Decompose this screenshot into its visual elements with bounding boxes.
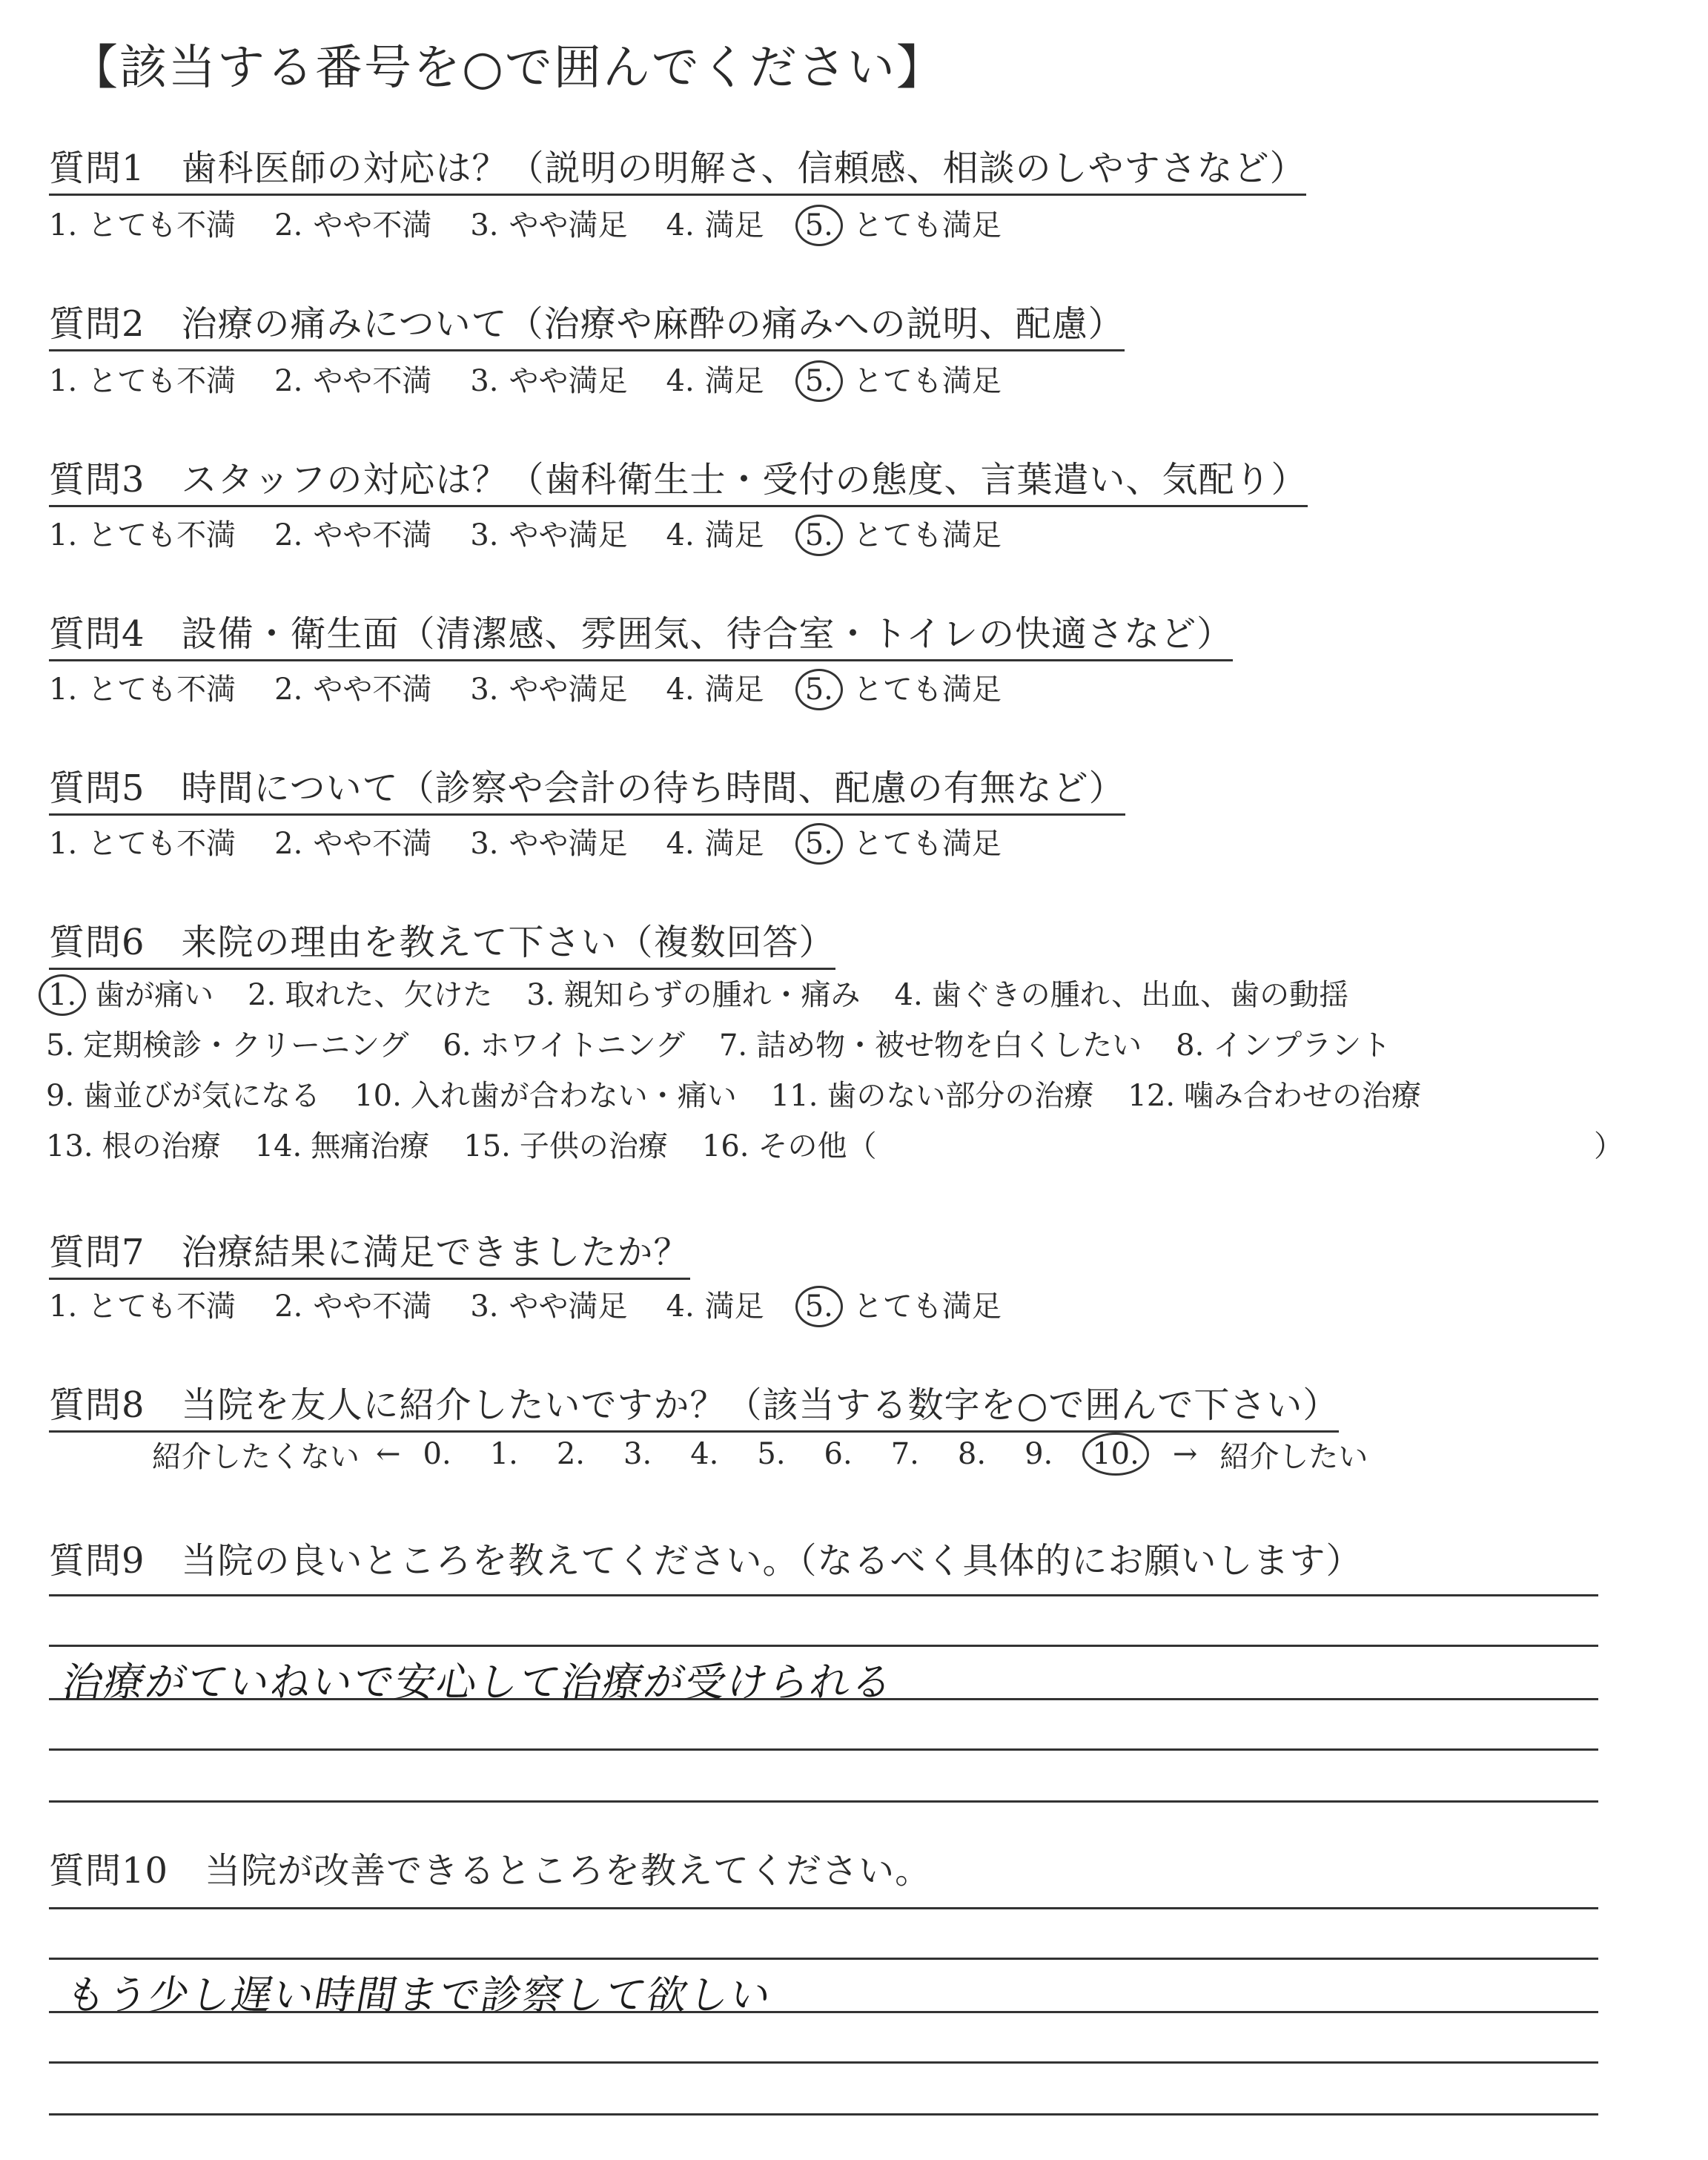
referral-score-8[interactable]: 8.: [957, 1437, 987, 1471]
referral-score-7[interactable]: 7.: [890, 1437, 919, 1471]
q1-option-4[interactable]: 4. 満足: [666, 208, 764, 242]
q7-option-1[interactable]: 1. とても不満: [49, 1289, 236, 1324]
question-2-options: [49, 357, 1040, 402]
reason-other-close: ）: [1594, 1129, 1623, 1163]
answer-line: [49, 2113, 1598, 2116]
q7-option-4[interactable]: 4. 満足: [666, 1289, 764, 1324]
q2-option-2[interactable]: 2. やや不満: [274, 364, 432, 398]
question-1-options: [49, 202, 1040, 246]
q1-option-3[interactable]: 3. やや満足: [470, 208, 628, 242]
answer-line: [49, 1645, 1598, 1647]
q7-option-3[interactable]: 3. やや満足: [470, 1289, 628, 1324]
left-arrow-icon: ←: [376, 1437, 401, 1471]
reason-option-15[interactable]: 15. 子供の治療: [463, 1129, 668, 1163]
q5-option-3[interactable]: 3. やや満足: [470, 827, 628, 861]
referral-left-label: 紹介したくない: [152, 1439, 360, 1474]
question-9-title: 質問9 当院の良いところを教えてください。（なるべく具体的にお願いします）: [49, 1540, 1363, 1582]
answer-line: [49, 1907, 1598, 1909]
referral-score-6[interactable]: 6.: [824, 1437, 853, 1471]
reason-option-9[interactable]: 9. 歯並びが気になる: [46, 1079, 321, 1113]
question-9-answer[interactable]: 治療がていねいで安心して治療が受けられる: [59, 1659, 898, 1705]
reason-option-14[interactable]: 14. 無痛治療: [254, 1129, 430, 1163]
q3-option-2[interactable]: 2. やや不満: [274, 518, 432, 552]
answer-line: [49, 1748, 1598, 1751]
referral-scale: [152, 1433, 1384, 1476]
referral-score-10-selected[interactable]: 10.: [1082, 1433, 1149, 1476]
referral-score-1[interactable]: 1.: [489, 1437, 518, 1471]
reason-option-16[interactable]: 16. その他（: [701, 1129, 877, 1163]
referral-score-5[interactable]: 5.: [757, 1437, 786, 1471]
answer-line: [49, 1594, 1598, 1596]
q3-option-3[interactable]: 3. やや満足: [470, 518, 628, 552]
question-10-answer[interactable]: もう少し遅い時間まで診察して欲しい: [62, 1972, 776, 2018]
q1-option-2[interactable]: 2. やや不満: [274, 208, 432, 242]
q2-option-4[interactable]: 4. 満足: [666, 364, 764, 398]
reason-option-1-selected[interactable]: 1. 歯が痛い: [46, 971, 214, 1016]
reasons-row-3: [46, 1072, 1455, 1114]
referral-right-label: 紹介したい: [1219, 1439, 1368, 1474]
reasons-row-2: [46, 1022, 1425, 1064]
q7-option-5-selected[interactable]: 5. とても満足: [803, 1283, 1002, 1327]
q3-option-5-selected[interactable]: 5. とても満足: [803, 512, 1002, 556]
reason-option-6[interactable]: 6. ホワイトニング: [443, 1028, 685, 1063]
reason-option-3[interactable]: 3. 親知らずの腫れ・痛み: [526, 978, 861, 1012]
q5-option-5-selected[interactable]: 5. とても満足: [803, 820, 1002, 865]
question-5-options: [49, 820, 1040, 865]
q5-option-1[interactable]: 1. とても不満: [49, 827, 236, 861]
question-10-title: 質問10 当院が改善できるところを教えてください。: [49, 1850, 932, 1892]
answer-line: [49, 1800, 1598, 1803]
question-1-title: 質問1 歯科医師の対応は？（説明の明解さ、信頼感、相談のしやすさなど）: [49, 139, 1306, 196]
question-5-title: 質問5 時間について（診察や会計の待ち時間、配慮の有無など）: [49, 759, 1125, 816]
question-8-title: 質問8 当院を友人に紹介したいですか？（該当する数字を○で囲んで下さい）: [49, 1376, 1339, 1433]
q5-option-4[interactable]: 4. 満足: [666, 827, 764, 861]
reason-option-11[interactable]: 11. 歯のない部分の治療: [770, 1079, 1094, 1113]
reason-option-8[interactable]: 8. インプラント: [1176, 1028, 1391, 1063]
q2-option-3[interactable]: 3. やや満足: [470, 364, 628, 398]
referral-score-0[interactable]: 0.: [423, 1437, 451, 1471]
answer-line: [49, 2061, 1598, 2064]
q1-option-1[interactable]: 1. とても不満: [49, 208, 236, 242]
q7-option-2[interactable]: 2. やや不満: [274, 1289, 432, 1324]
right-arrow-icon: →: [1172, 1437, 1198, 1471]
reason-option-12[interactable]: 12. 噛み合わせの治療: [1128, 1079, 1422, 1113]
referral-score-4[interactable]: 4.: [690, 1437, 719, 1471]
q4-option-1[interactable]: 1. とても不満: [49, 673, 236, 707]
answer-line: [49, 1958, 1598, 1960]
q4-option-4[interactable]: 4. 満足: [666, 673, 764, 707]
q3-option-1[interactable]: 1. とても不満: [49, 518, 236, 552]
q5-option-2[interactable]: 2. やや不満: [274, 827, 432, 861]
reason-option-7[interactable]: 7. 詰め物・被せ物を白くしたい: [718, 1028, 1142, 1063]
q2-option-5-selected[interactable]: 5. とても満足: [803, 357, 1002, 402]
reason-option-5[interactable]: 5. 定期検診・クリーニング: [46, 1028, 409, 1063]
referral-score-3[interactable]: 3.: [623, 1437, 652, 1471]
reason-option-2[interactable]: 2. 取れた、欠けた: [248, 978, 493, 1012]
q3-option-4[interactable]: 4. 満足: [666, 518, 764, 552]
referral-score-9[interactable]: 9.: [1025, 1437, 1053, 1471]
reason-option-4[interactable]: 4. 歯ぐきの腫れ、出血、歯の動揺: [894, 978, 1349, 1012]
question-4-title: 質問4 設備・衛生面（清潔感、雰囲気、待合室・トイレの快適さなど）: [49, 605, 1233, 661]
reason-option-13[interactable]: 13. 根の治療: [46, 1129, 221, 1163]
reasons-row-1: [46, 971, 1383, 1016]
question-6-title: 質問6 来院の理由を教えて下さい（複数回答）: [49, 914, 835, 970]
reasons-row-4: [46, 1123, 911, 1165]
q4-option-5-selected[interactable]: 5. とても満足: [803, 666, 1002, 710]
reason-option-10[interactable]: 10. 入れ歯が合わない・痛い: [354, 1079, 737, 1113]
q1-option-5-selected[interactable]: 5. とても満足: [803, 202, 1002, 246]
question-7-options: [49, 1283, 1040, 1327]
question-3-options: [49, 512, 1040, 556]
question-3-title: 質問3 スタッフの対応は？（歯科衛生士・受付の態度、言葉遣い、気配り）: [49, 451, 1308, 507]
q4-option-3[interactable]: 3. やや満足: [470, 673, 628, 707]
q2-option-1[interactable]: 1. とても不満: [49, 364, 236, 398]
q4-option-2[interactable]: 2. やや不満: [274, 673, 432, 707]
referral-score-2[interactable]: 2.: [556, 1437, 586, 1471]
question-7-title: 質問7 治療結果に満足できましたか？: [49, 1223, 690, 1280]
question-2-title: 質問2 治療の痛みについて（治療や麻酔の痛みへの説明、配慮）: [49, 295, 1125, 351]
question-4-options: [49, 666, 1040, 710]
page-title: 【該当する番号を○で囲んでください】: [70, 41, 945, 96]
